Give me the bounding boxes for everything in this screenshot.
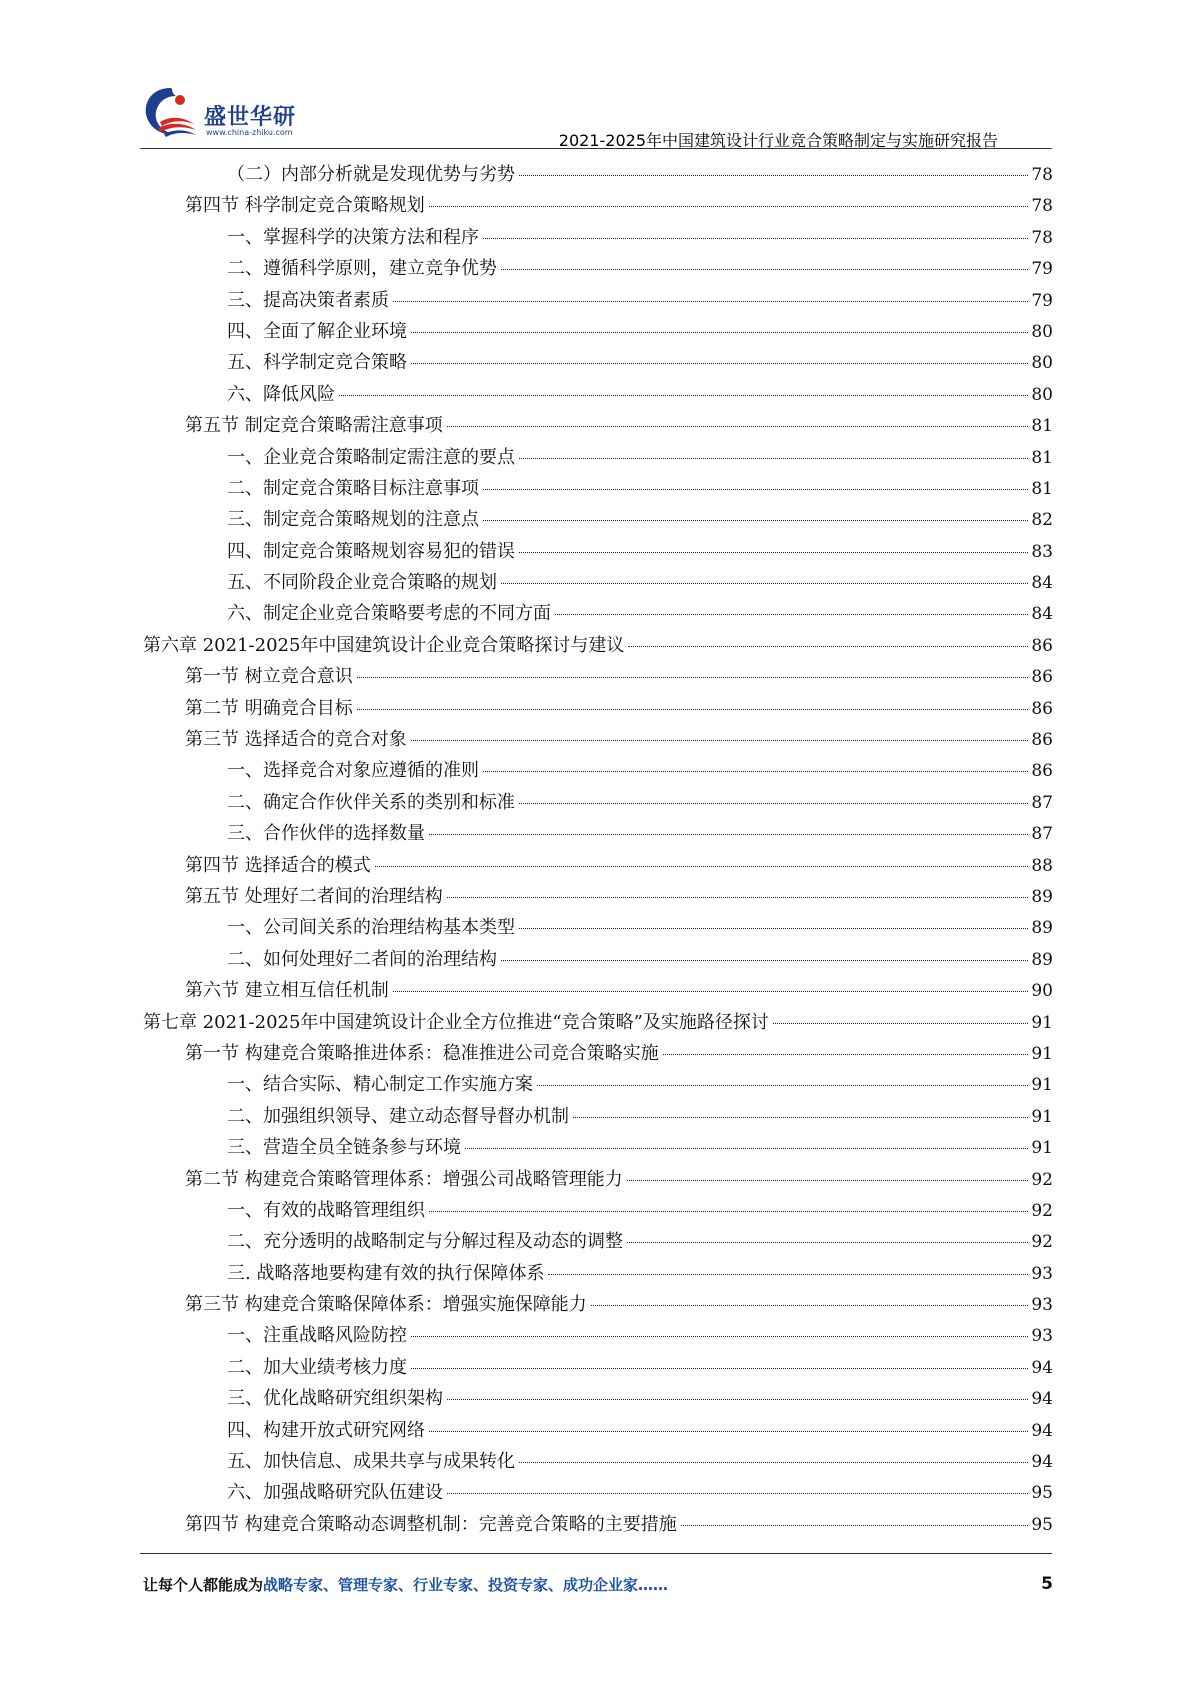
toc-entry-title: 五、科学制定竞合策略 <box>227 352 407 374</box>
toc-entry[interactable] <box>143 254 1053 285</box>
toc-entry-page: 92 <box>1031 1232 1053 1253</box>
toc-entry-title: 三、制定竞合策略规划的注意点 <box>227 509 479 531</box>
toc-entry-page: 88 <box>1031 855 1053 876</box>
toc-dot-leader <box>411 1336 1028 1337</box>
toc-entry-page: 86 <box>1031 698 1053 719</box>
toc-entry-page: 78 <box>1031 227 1053 248</box>
toc-entry-page: 83 <box>1031 541 1053 562</box>
toc-entry-page: 84 <box>1031 604 1053 625</box>
toc-entry-page: 87 <box>1031 792 1053 813</box>
toc-entry-title: 六、制定企业竞合策略要考虑的不同方面 <box>227 603 551 625</box>
toc-entry-title: 第五节 处理好二者间的治理结构 <box>185 885 443 907</box>
company-logo <box>140 80 310 144</box>
toc-dot-leader <box>519 803 1028 804</box>
toc-dot-leader <box>447 1399 1028 1400</box>
toc-entry[interactable] <box>143 976 1053 1007</box>
toc-entry-title: 第一节 构建竞合策略推进体系：稳准推进公司竞合策略实施 <box>185 1042 659 1064</box>
toc-dot-leader <box>483 238 1028 239</box>
toc-dot-leader <box>681 1525 1029 1526</box>
toc-dot-leader <box>501 269 1028 270</box>
toc-entry[interactable] <box>143 1290 1053 1321</box>
toc-entry-title: 第二节 明确竞合目标 <box>185 697 353 719</box>
toc-entry-page: 81 <box>1031 416 1053 437</box>
header-divider <box>140 148 1052 149</box>
toc-entry-title: 第六章 2021-2025年中国建筑设计企业竞合策略探讨与建议 <box>143 634 625 656</box>
toc-entry[interactable] <box>143 913 1053 944</box>
toc-dot-leader <box>773 1023 1029 1024</box>
toc-dot-leader <box>627 1180 1029 1181</box>
toc-entry-page: 80 <box>1031 384 1053 405</box>
toc-dot-leader <box>519 175 1028 176</box>
toc-dot-leader <box>501 960 1028 961</box>
toc-dot-leader <box>519 1462 1028 1463</box>
toc-dot-leader <box>411 1368 1028 1369</box>
toc-entry-page: 95 <box>1031 1514 1053 1535</box>
toc-entry-title: 二、制定竞合策略目标注意事项 <box>227 477 479 499</box>
toc-dot-leader <box>429 206 1029 207</box>
toc-entry-page: 86 <box>1031 635 1053 656</box>
toc-dot-leader <box>411 740 1029 741</box>
toc-dot-leader <box>393 991 1029 992</box>
toc-entry[interactable] <box>143 191 1053 222</box>
toc-entry[interactable] <box>143 662 1053 693</box>
toc-entry-title: （二）内部分析就是发现优势与劣势 <box>227 164 515 185</box>
toc-entry[interactable] <box>143 1227 1053 1258</box>
toc-entry[interactable] <box>143 851 1053 882</box>
toc-entry-title: 四、全面了解企业环境 <box>227 320 407 342</box>
toc-dot-leader <box>429 834 1028 835</box>
toc-entry-title: 第一节 树立竞合意识 <box>185 666 353 688</box>
toc-entry-page: 89 <box>1031 918 1053 939</box>
toc-entry[interactable] <box>143 443 1053 474</box>
toc-entry[interactable] <box>143 1039 1053 1070</box>
toc-entry-title: 第三节 构建竞合策略保障体系：增强实施保障能力 <box>185 1294 587 1316</box>
toc-dot-leader <box>555 614 1028 615</box>
table-of-contents <box>143 160 1053 1541</box>
toc-dot-leader <box>357 709 1029 710</box>
toc-entry-title: 第三节 选择适合的竞合对象 <box>185 729 407 751</box>
toc-entry-title: 一、注重战略风险防控 <box>227 1325 407 1347</box>
toc-entry-title: 二、加大业绩考核力度 <box>227 1356 407 1378</box>
toc-dot-leader <box>447 1493 1028 1494</box>
toc-entry-title: 五、加快信息、成果共享与成果转化 <box>227 1451 515 1473</box>
toc-entry-page: 78 <box>1031 165 1053 185</box>
toc-entry-page: 89 <box>1031 886 1053 907</box>
toc-entry[interactable] <box>143 1133 1053 1164</box>
toc-entry-page: 91 <box>1031 1138 1053 1159</box>
toc-dot-leader <box>519 458 1028 459</box>
toc-dot-leader <box>519 928 1028 929</box>
toc-entry-title: 二、确定合作伙伴关系的类别和标准 <box>227 791 515 813</box>
toc-entry[interactable] <box>143 756 1053 787</box>
toc-dot-leader <box>628 646 1028 647</box>
toc-entry-title: 第四节 科学制定竞合策略规划 <box>185 195 425 217</box>
toc-dot-leader <box>465 1148 1028 1149</box>
toc-entry-title: 三. 战略落地要构建有效的执行保障体系 <box>227 1262 545 1284</box>
toc-entry-page: 87 <box>1031 824 1053 845</box>
toc-entry[interactable] <box>143 631 1053 662</box>
toc-dot-leader <box>483 520 1028 521</box>
footer-slogan-roles: 战略专家、管理专家、行业专家、投资专家、成功企业家…… <box>263 1576 669 1594</box>
toc-entry-title: 二、充分透明的战略制定与分解过程及动态的调整 <box>227 1231 623 1253</box>
toc-entry-title: 二、如何处理好二者间的治理结构 <box>227 948 497 970</box>
toc-entry[interactable] <box>143 882 1053 913</box>
logo-name: 盛世华研 <box>204 105 297 130</box>
toc-entry-page: 79 <box>1031 259 1053 280</box>
toc-entry-page: 93 <box>1031 1326 1053 1347</box>
toc-entry-page: 91 <box>1031 1043 1053 1064</box>
toc-dot-leader <box>537 1085 1028 1086</box>
toc-dot-leader <box>519 552 1028 553</box>
toc-entry[interactable] <box>143 537 1053 568</box>
toc-dot-leader <box>393 301 1028 302</box>
toc-dot-leader <box>483 489 1028 490</box>
toc-entry[interactable] <box>143 1353 1053 1384</box>
toc-entry[interactable] <box>143 1447 1053 1478</box>
footer-divider <box>140 1553 1052 1554</box>
toc-entry-page: 93 <box>1031 1263 1053 1284</box>
toc-entry-page: 82 <box>1031 510 1053 531</box>
toc-entry[interactable] <box>143 1196 1053 1227</box>
toc-entry-title: 二、遵循科学原则，建立竞争优势 <box>227 258 497 280</box>
toc-dot-leader <box>429 1211 1028 1212</box>
toc-dot-leader <box>375 866 1029 867</box>
toc-entry-page: 91 <box>1031 1106 1053 1127</box>
toc-dot-leader <box>411 363 1028 364</box>
toc-entry-title: 一、有效的战略管理组织 <box>227 1199 425 1221</box>
toc-entry-title: 第五节 制定竞合策略需注意事项 <box>185 415 443 437</box>
toc-entry-page: 94 <box>1031 1357 1053 1378</box>
toc-dot-leader <box>573 1117 1028 1118</box>
logo-swoosh-icon <box>140 82 202 142</box>
footer-slogan-lead: 让每个人都能成为 <box>143 1576 264 1594</box>
toc-entry-page: 94 <box>1031 1389 1053 1410</box>
toc-entry[interactable] <box>143 1070 1053 1101</box>
toc-entry-title: 五、不同阶段企业竞合策略的规划 <box>227 572 497 594</box>
toc-entry-title: 第六节 建立相互信任机制 <box>185 980 389 1002</box>
toc-entry-page: 86 <box>1031 730 1053 751</box>
toc-entry[interactable] <box>143 380 1053 411</box>
toc-entry[interactable] <box>143 945 1053 976</box>
toc-entry-title: 四、制定竞合策略规划容易犯的错误 <box>227 540 515 562</box>
logo-url: www.china-zhiku.com <box>206 128 293 137</box>
toc-entry-title: 第四节 选择适合的模式 <box>185 854 371 876</box>
toc-entry-title: 第四节 构建竞合策略动态调整机制：完善竞合策略的主要措施 <box>185 1513 677 1535</box>
toc-entry-title: 一、结合实际、精心制定工作实施方案 <box>227 1074 533 1096</box>
toc-entry-page: 92 <box>1031 1169 1053 1190</box>
toc-entry-title: 一、选择竞合对象应遵循的准则 <box>227 760 479 782</box>
toc-dot-leader <box>663 1054 1029 1055</box>
toc-entry-page: 78 <box>1031 196 1053 217</box>
toc-dot-leader <box>548 1274 1028 1275</box>
toc-entry[interactable] <box>143 788 1053 819</box>
toc-entry-page: 81 <box>1031 478 1053 499</box>
toc-entry[interactable] <box>143 223 1053 254</box>
toc-entry-page: 79 <box>1031 290 1053 311</box>
page-footer <box>143 1574 1053 1600</box>
toc-dot-leader <box>627 1242 1028 1243</box>
toc-dot-leader <box>501 583 1028 584</box>
toc-entry[interactable] <box>143 1416 1053 1447</box>
document-title: 2021-2025年中国建筑设计行业竞合策略制定与实施研究报告 <box>558 131 998 150</box>
toc-entry-page: 80 <box>1031 353 1053 374</box>
toc-entry-title: 第七章 2021-2025年中国建筑设计企业全方位推进“竞合策略”及实施路径探讨 <box>143 1011 769 1033</box>
toc-entry-page: 86 <box>1031 667 1053 688</box>
toc-entry[interactable] <box>143 725 1053 756</box>
toc-entry[interactable] <box>143 599 1053 630</box>
toc-entry-page: 94 <box>1031 1420 1053 1441</box>
toc-entry-title: 第二节 构建竞合策略管理体系：增强公司战略管理能力 <box>185 1168 623 1190</box>
toc-entry-title: 三、营造全员全链条参与环境 <box>227 1137 461 1159</box>
page-number: 5 <box>1041 1574 1053 1594</box>
toc-entry[interactable] <box>143 1165 1053 1196</box>
toc-dot-leader <box>483 771 1028 772</box>
toc-entry[interactable] <box>143 348 1053 379</box>
toc-dot-leader <box>429 1431 1028 1432</box>
toc-entry[interactable] <box>143 819 1053 850</box>
toc-entry-page: 91 <box>1031 1012 1053 1033</box>
toc-entry-page: 91 <box>1031 1075 1053 1096</box>
toc-entry-title: 三、合作伙伴的选择数量 <box>227 823 425 845</box>
toc-entry[interactable] <box>143 474 1053 505</box>
page-header <box>140 80 1052 152</box>
toc-entry-title: 一、公司间关系的治理结构基本类型 <box>227 917 515 939</box>
toc-entry[interactable] <box>143 1384 1053 1415</box>
toc-entry[interactable] <box>143 694 1053 725</box>
toc-entry[interactable] <box>143 317 1053 348</box>
toc-entry[interactable] <box>143 1478 1053 1509</box>
toc-entry[interactable] <box>143 1510 1053 1541</box>
toc-entry-title: 一、掌握科学的决策方法和程序 <box>227 226 479 248</box>
toc-entry[interactable] <box>143 1102 1053 1133</box>
toc-entry-title: 六、降低风险 <box>227 383 335 405</box>
toc-entry-page: 95 <box>1031 1483 1053 1504</box>
toc-dot-leader <box>339 395 1028 396</box>
toc-entry-page: 93 <box>1031 1295 1053 1316</box>
toc-dot-leader <box>447 426 1029 427</box>
toc-dot-leader <box>591 1305 1029 1306</box>
toc-entry-page: 89 <box>1031 949 1053 970</box>
toc-entry-page: 81 <box>1031 447 1053 468</box>
toc-entry[interactable] <box>143 1259 1053 1290</box>
toc-entry[interactable] <box>143 411 1053 442</box>
toc-entry-title: 三、提高决策者素质 <box>227 289 389 311</box>
toc-entry-title: 三、优化战略研究组织架构 <box>227 1388 443 1410</box>
toc-entry-page: 90 <box>1031 981 1053 1002</box>
toc-entry[interactable] <box>143 1321 1053 1352</box>
toc-entry-page: 84 <box>1031 573 1053 594</box>
toc-dot-leader <box>447 897 1029 898</box>
toc-entry-title: 四、构建开放式研究网络 <box>227 1419 425 1441</box>
toc-entry-title: 一、企业竞合策略制定需注意的要点 <box>227 446 515 468</box>
toc-entry-page: 80 <box>1031 321 1053 342</box>
toc-entry[interactable] <box>143 1008 1053 1039</box>
toc-entry[interactable] <box>143 568 1053 599</box>
toc-entry-page: 92 <box>1031 1200 1053 1221</box>
toc-entry[interactable] <box>143 160 1053 191</box>
toc-entry[interactable] <box>143 505 1053 536</box>
toc-entry-page: 86 <box>1031 761 1053 782</box>
toc-dot-leader <box>357 677 1029 678</box>
toc-entry-title: 二、加强组织领导、建立动态督导督办机制 <box>227 1105 569 1127</box>
toc-entry[interactable] <box>143 286 1053 317</box>
toc-dot-leader <box>411 332 1028 333</box>
toc-entry-page: 94 <box>1031 1452 1053 1473</box>
toc-entry-title: 六、加强战略研究队伍建设 <box>227 1482 443 1504</box>
